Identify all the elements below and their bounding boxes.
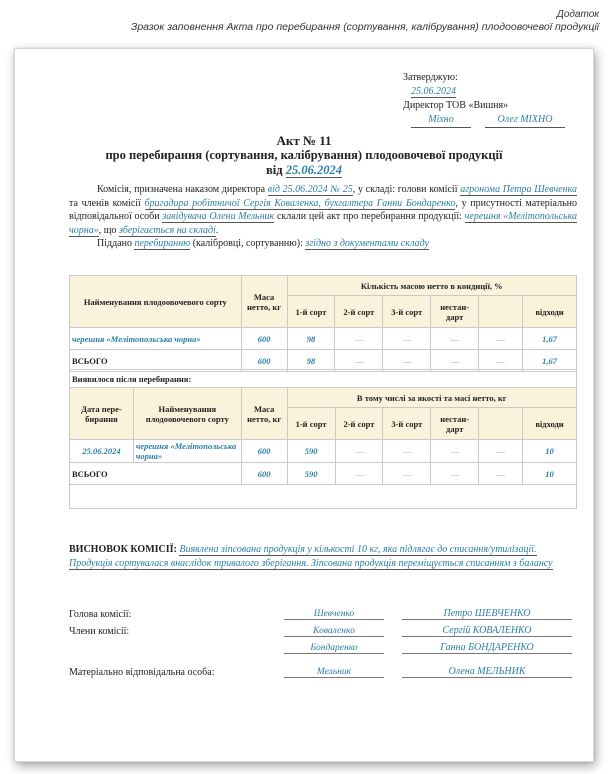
col-blank <box>479 408 523 440</box>
col-blank <box>479 296 523 328</box>
intro-text-5: склали цей акт про перебирання продукції: <box>276 211 462 222</box>
conclusion-block <box>69 543 577 570</box>
act-date: 25.06.2024 <box>285 163 342 177</box>
cell-grade-2: — <box>335 328 383 350</box>
table-row <box>70 328 577 350</box>
intro-text-2: , у складі: голови комісії <box>352 184 458 195</box>
sample-caption: Зразок заповнення Акта про перебирання (сортування, калібрування) плодоовочевої продукції <box>130 21 599 33</box>
approval-position: Директор ТОВ «Вишня» <box>403 100 509 111</box>
col-grade-3: 3-й сорт <box>383 408 431 440</box>
cell-grade-3: — <box>383 440 431 463</box>
before-table <box>69 275 577 372</box>
signature-row <box>69 637 577 654</box>
col-grade-1: 1-й сорт <box>287 408 335 440</box>
intro-text-1: Комісія, призначена наказом директора <box>97 184 266 195</box>
signature-name: Олена МЕЛЬНИК <box>402 666 572 678</box>
table-row <box>70 440 577 463</box>
commission-members: бригадира робітничої Сергія Коваленка, бухгалтера Ганни Бондаренко <box>144 197 456 209</box>
after-table <box>69 369 577 509</box>
intro-text-9: (калібровці, сортуванню): <box>192 238 303 249</box>
empty-cell <box>70 485 577 509</box>
signature-name: Петро ШЕВЧЕНКО <box>402 608 572 620</box>
cell-date: 25.06.2024 <box>70 440 134 463</box>
document-sheet <box>14 48 594 762</box>
signature-row <box>69 654 577 678</box>
col-qty: В тому числі за якості та масі нетто, кг <box>287 388 576 408</box>
appendix-label: Додаток <box>556 9 599 20</box>
cell-mass: 600 <box>241 328 287 350</box>
act-from-label: від <box>266 163 283 177</box>
intro-text-3: та членів комісії <box>69 197 141 209</box>
document-header <box>131 8 599 34</box>
cell-blank: — <box>479 328 523 350</box>
col-grade-2: 2-й сорт <box>335 296 383 328</box>
col-grade-3: 3-й сорт <box>383 296 431 328</box>
cell-grade-1: 98 <box>287 350 335 372</box>
cell-grade-2: — <box>335 440 383 463</box>
act-number: Акт № 11 <box>276 133 332 148</box>
approval-name: Олег МІХНО <box>485 113 565 128</box>
cell-name: черешня «Мелітопольська чорна» <box>133 440 241 463</box>
cell-grade-1: 590 <box>287 440 335 463</box>
intro-paragraph <box>69 183 577 251</box>
cell-grade-3: — <box>383 328 431 350</box>
cell-waste: 1,67 <box>523 328 577 350</box>
cell-mass: 600 <box>241 350 287 372</box>
col-mass: Маса нетто, кг <box>241 276 287 328</box>
act-subject: про перебирання (сортування, калібрування) плодоовочевої продукції <box>105 148 503 162</box>
cell-nonstandard: — <box>431 350 479 372</box>
signature-name: Ганна БОНДАРЕНКО <box>402 642 572 654</box>
conclusion-text: Виявлена зіпсована продукція у кількості 10 кг, яка підлягає до списання/утилізації. Продукція сортувалася внаслідок тривалого зберігання. Зіпсована продукція переміщується списанням з балансу <box>69 544 553 569</box>
commission-head: агронома Петра Шевченка <box>460 184 578 195</box>
col-mass: Маса нетто, кг <box>241 388 287 440</box>
cell-nonstandard: — <box>431 328 479 350</box>
approval-block <box>403 71 573 128</box>
conclusion-label: ВИСНОВОК КОМІСІЇ: <box>69 544 177 555</box>
intro-text-4: , у присутності матеріально відповідальної особи <box>69 197 577 222</box>
approval-date: 25.06.2024 <box>411 86 456 97</box>
cell-name: ВСЬОГО <box>70 350 242 372</box>
cell-total-label: ВСЬОГО <box>70 463 242 485</box>
col-qty: Кількість масою нетто в кондиції, % <box>287 276 576 296</box>
cell-waste: 10 <box>523 463 577 485</box>
intro-text-8: Піддано <box>97 238 132 249</box>
intro-text-7: . <box>215 224 219 236</box>
approval-label: Затверджую: <box>403 72 458 83</box>
processing-basis: згідно з документами складу <box>305 238 429 249</box>
cell-grade-2: — <box>335 350 383 372</box>
after-label: Виявилося після перебирання: <box>70 370 577 388</box>
cell-waste: 10 <box>523 440 577 463</box>
intro-text-6: , що <box>98 224 117 236</box>
signature-mark: Мельник <box>284 667 384 678</box>
cell-mass: 600 <box>241 463 287 485</box>
cell-grade-2: — <box>335 463 383 485</box>
table-row-total <box>70 463 577 485</box>
col-grade-2: 2-й сорт <box>335 408 383 440</box>
col-name: Найменування плодоовочевого сорту <box>133 388 241 440</box>
cell-blank: — <box>479 463 523 485</box>
signature-name: Сергій КОВАЛЕНКО <box>402 625 572 637</box>
signature-mark: Шевченко <box>284 609 384 620</box>
table-row-empty <box>70 485 577 509</box>
signature-row <box>69 603 577 620</box>
processing-action: перебиранню <box>134 238 191 249</box>
cell-name: черешня «Мелітопольська чорна» <box>70 328 242 350</box>
approval-signature: Міхно <box>411 113 471 128</box>
signature-mark: Коваленко <box>284 626 384 637</box>
responsible-person: завідувача Олени Мельник <box>162 211 275 222</box>
cell-nonstandard: — <box>431 440 479 463</box>
cell-grade-1: 98 <box>287 328 335 350</box>
col-nonstandard: нестан-дарт <box>431 408 479 440</box>
col-grade-1: 1-й сорт <box>287 296 335 328</box>
cell-grade-3: — <box>383 350 431 372</box>
col-name: Найменування плодоовочевого сорту <box>70 276 242 328</box>
cell-nonstandard: — <box>431 463 479 485</box>
col-date: Дата пере-бирання <box>70 388 134 440</box>
signature-role: Матеріально відповідальна особа: <box>69 667 215 678</box>
signature-role: Голова комісії: <box>69 609 132 620</box>
product-name: черешня «Мелітопольська чорна» <box>69 211 578 236</box>
order-ref: від 25.06.2024 № 25 <box>267 184 353 195</box>
signatures-block <box>69 603 577 678</box>
col-nonstandard: нестан-дарт <box>431 296 479 328</box>
cell-mass: 600 <box>241 440 287 463</box>
cell-grade-3: — <box>383 463 431 485</box>
col-waste: відходи <box>523 296 577 328</box>
signature-row <box>69 620 577 637</box>
signature-mark: Бондаренко <box>284 643 384 654</box>
cell-waste: 1,67 <box>523 350 577 372</box>
cell-blank: — <box>479 350 523 372</box>
storage-location: зберігається на складі <box>118 224 216 236</box>
act-title <box>15 133 593 178</box>
col-waste: відходи <box>523 408 577 440</box>
cell-blank: — <box>479 440 523 463</box>
cell-grade-1: 590 <box>287 463 335 485</box>
signature-role: Члени комісії: <box>69 626 130 637</box>
